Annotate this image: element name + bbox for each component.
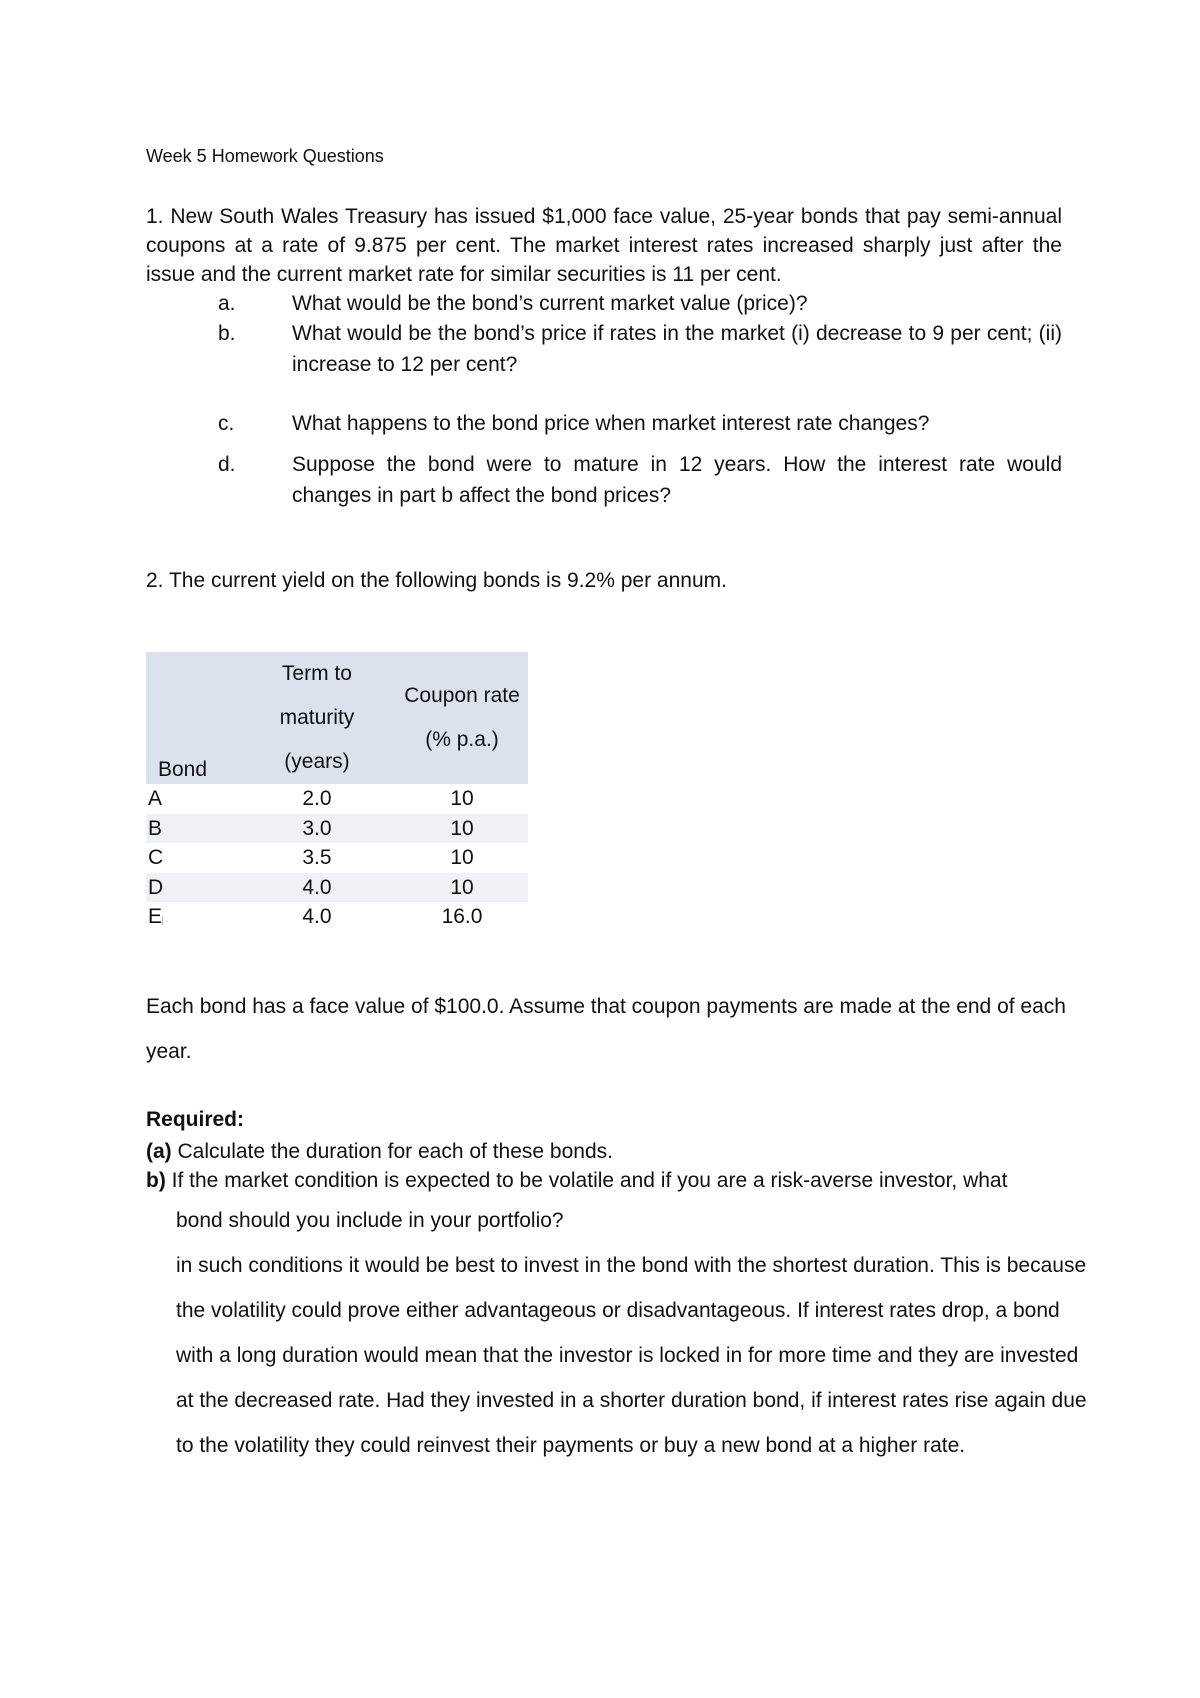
required-heading: Required:: [146, 1108, 245, 1131]
required-item-a: [146, 1137, 613, 1166]
cell-bond: B: [146, 814, 238, 844]
part-letter: b.: [218, 322, 236, 345]
cell-term: 2.0: [302, 787, 332, 810]
header-coupon: [396, 652, 528, 784]
header-coupon-line-1: Coupon rate: [404, 684, 520, 707]
required-item-b-continuation: bond should you include in your portfolio?: [176, 1209, 564, 1232]
question-2-intro: 2. The current yield on the following bonds is 9.2% per annum.: [146, 569, 727, 592]
header-term-line-1: Term to: [281, 662, 352, 685]
required-item-b-label: b): [146, 1169, 166, 1192]
part-letter: d.: [218, 453, 236, 476]
cell-coupon: 10: [450, 846, 474, 869]
required-item-a-text: Calculate the duration for each of these bonds.: [171, 1140, 613, 1163]
cell-bond: C: [148, 846, 164, 869]
cell-term: 4.0: [238, 873, 396, 903]
table-row: [146, 902, 528, 932]
cell-term: 4.0: [302, 905, 332, 928]
header-term-line-2: maturity: [279, 706, 355, 729]
table-row: [146, 873, 528, 903]
required-item-b-text: If the market condition is expected to be volatile and if you are a risk-averse investor, what: [165, 1169, 1008, 1192]
cell-coupon: 10: [450, 787, 474, 810]
question-1-intro: 1. New South Wales Treasury has issued $1,000 face value, 25-year bonds that pay semi-annual coupons at a rate of 9.875 per cent. The market interest rates increased sharply just after the issue and the current market rate for similar securities is 11 per cent.: [146, 205, 1062, 286]
cell-term: 3.5: [302, 846, 332, 869]
bond-table: [146, 652, 528, 932]
header-term: [238, 652, 396, 784]
face-value-note: Each bond has a face value of $100.0. Assume that coupon payments are made at the end of each year.: [146, 995, 1066, 1063]
table-row: [146, 814, 528, 844]
table-row: [146, 843, 528, 873]
header-term-line-3: (years): [284, 750, 350, 773]
header-bond: [146, 652, 238, 784]
cell-coupon: 10: [396, 814, 528, 844]
cell-bond: D: [146, 873, 238, 903]
document-title: Week 5 Homework Questions: [146, 146, 384, 166]
part-text: What happens to the bond price when market interest rate changes?: [292, 412, 930, 435]
cell-coupon: 10: [396, 873, 528, 903]
part-letter: c.: [218, 412, 235, 435]
header-bond-label: Bond: [158, 758, 208, 781]
cell-bond: A: [148, 787, 163, 810]
cell-bond: E: [148, 905, 163, 928]
part-letter: a.: [218, 292, 236, 315]
part-text: What would be the bond’s price if rates in the market (i) decrease to 9 per cent; (ii) increase to 12 per cent?: [292, 322, 1062, 376]
table-row: [146, 784, 528, 814]
part-text: What would be the bond’s current market value (price)?: [292, 292, 808, 315]
answer-paragraph: in such conditions it would be best to invest in the bond with the shortest duration. This is because the volatility could prove either advantageous or disadvantageous. If interest rates drop, a bond with a long duration would mean that the investor is locked in for more time and they are invested at the decreased rate. Had they invested in a shorter duration bond, if interest rates rise again due to the volatility they could reinvest their payments or buy a new bond at a higher rate.: [176, 1254, 1087, 1457]
table-edge-mark: [162, 916, 163, 925]
table-header-row: [146, 652, 528, 784]
cell-coupon: 16.0: [441, 905, 483, 928]
required-item-a-label: (a): [146, 1140, 172, 1163]
required-item-b: [146, 1166, 1007, 1195]
cell-term: 3.0: [238, 814, 396, 844]
part-text: Suppose the bond were to mature in 12 years. How the interest rate would changes in part b affect the bond prices?: [292, 453, 1062, 507]
header-coupon-line-2: (% p.a.): [425, 728, 499, 751]
